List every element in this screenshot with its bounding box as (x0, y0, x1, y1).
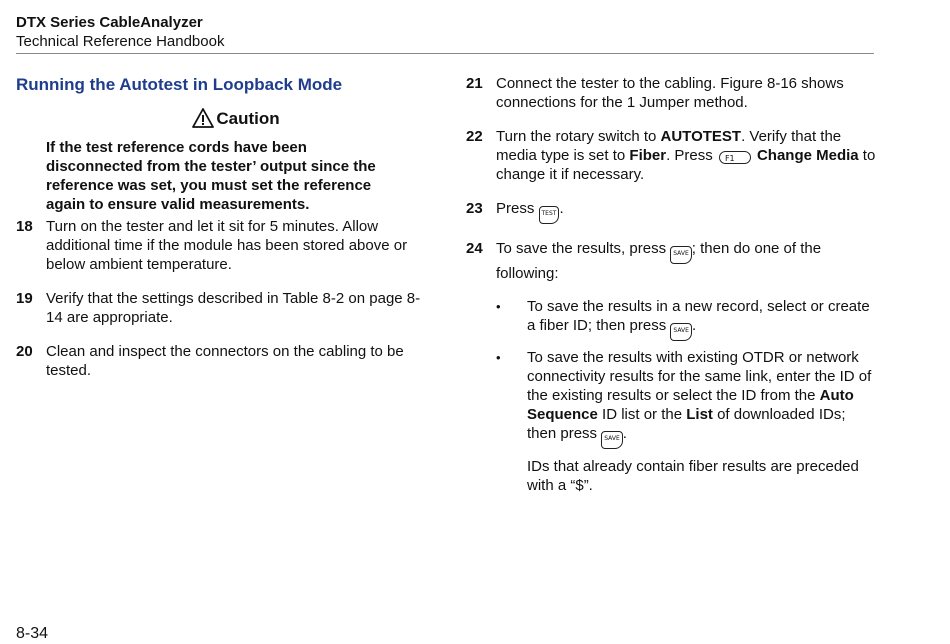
step-23 (466, 199, 876, 224)
step-text: Verify that the settings described in Table 8-2 on page 8-14 are appropriate. (46, 290, 421, 326)
left-column (16, 74, 426, 395)
step-number: 24 (466, 240, 483, 257)
right-column (466, 74, 876, 495)
warning-triangle-icon (192, 108, 214, 128)
test-key-icon: TEST (539, 206, 560, 224)
text-run: to change it if necessary. (496, 147, 876, 183)
step-number: 19 (16, 290, 33, 307)
step-number: 22 (466, 128, 483, 145)
autotest-label: AUTOTEST (660, 128, 742, 145)
step-number: 20 (16, 343, 33, 360)
list-label: List (686, 406, 713, 423)
step-21 (466, 74, 876, 112)
step-19 (16, 289, 426, 327)
caution-text: If the test reference cords have been disconnected from the tester’ output since the reference was set, you must set the reference again to ensure valid measurements. (46, 139, 376, 213)
auto-sequence-label: Auto Sequence (527, 387, 854, 423)
text-run: . Verify that the media type is set to (496, 128, 842, 164)
text-run: . Press (666, 147, 717, 164)
caution-label: Caution (216, 109, 280, 128)
step-20 (16, 342, 426, 380)
save-key-icon: SAVE (670, 246, 692, 264)
bullet-mark: • (496, 299, 501, 314)
text-run: ; then do one of the following: (496, 240, 822, 282)
section-title: Running the Autotest in Loopback Mode (16, 75, 343, 94)
text-run: Turn the rotary switch to (496, 128, 661, 145)
bullet-mark: • (496, 350, 501, 365)
save-key-icon: SAVE (670, 323, 692, 341)
step-text: Connect the tester to the cabling. Figure 8-16 shows connections for the 1 Jumper method. (496, 75, 844, 111)
step-24 (466, 239, 876, 283)
note-text: IDs that already contain fiber results are preceded with a “$”. (527, 458, 859, 494)
change-media-label: Change Media (756, 147, 859, 164)
f1-key-icon: F1 (719, 151, 751, 164)
bullet-item (496, 297, 876, 341)
page-number: 8-34 (16, 625, 49, 642)
text-run: . (691, 317, 697, 334)
text-run: ID list or the (597, 406, 687, 423)
bullet-text (527, 297, 876, 341)
text-run: To save the results with existing OTDR or network connectivity results for the same link, enter the ID of the existing results or select the ID from the (527, 349, 872, 404)
text-run: To save the results in a new record, select or create a fiber ID; then press (527, 298, 870, 334)
text-run: . (622, 425, 627, 442)
bullet-item (496, 348, 876, 449)
step-number: 21 (466, 75, 483, 92)
step-number: 23 (466, 200, 483, 217)
document-title: DTX Series CableAnalyzer (16, 14, 203, 31)
step-text: Clean and inspect the connectors on the cabling to be tested. (46, 343, 404, 379)
step-text (496, 199, 876, 224)
step-text (496, 239, 876, 283)
text-run: of downloaded IDs; then press (527, 406, 846, 442)
step-number: 18 (16, 218, 33, 235)
step-text: Turn on the tester and let it sit for 5 minutes. Allow additional time if the module has been stored above or below ambient temperature. (46, 218, 408, 273)
document-subtitle: Technical Reference Handbook (16, 33, 225, 50)
caution-heading (46, 108, 426, 130)
step-text (496, 127, 876, 184)
fiber-label: Fiber (629, 147, 667, 164)
text-run: To save the results, press (496, 240, 671, 257)
page-header (16, 13, 874, 54)
text-run: . (559, 200, 564, 217)
step-18 (16, 217, 426, 274)
save-key-icon: SAVE (601, 431, 623, 449)
text-run: Press (496, 200, 539, 217)
bullet-text (527, 348, 876, 449)
step-22 (466, 127, 876, 184)
